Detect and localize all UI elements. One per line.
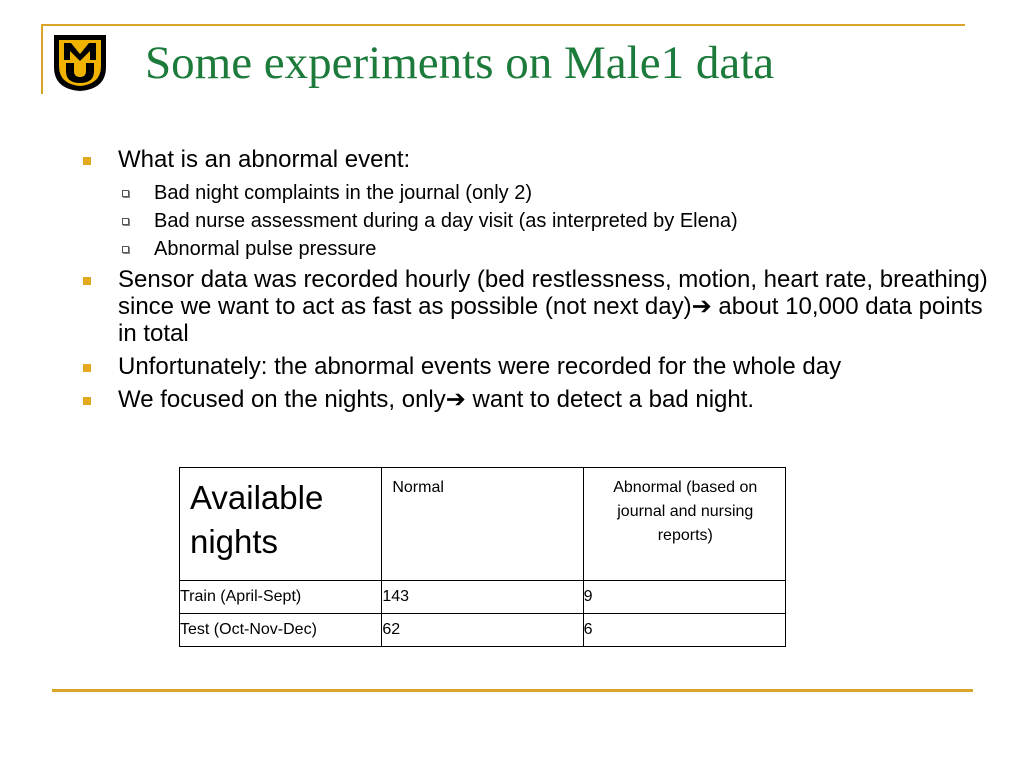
sub-bullet-list bbox=[80, 179, 990, 263]
top-rule bbox=[41, 24, 965, 26]
table-header-row bbox=[180, 468, 786, 581]
bottom-rule bbox=[52, 689, 973, 692]
table-header-cell: Available nights bbox=[180, 468, 382, 581]
bullet-text-cont: want to detect a bad night. bbox=[465, 386, 755, 413]
table-cell: 9 bbox=[583, 581, 785, 614]
university-logo bbox=[52, 33, 108, 93]
table-cell: Train (April-Sept) bbox=[180, 581, 382, 614]
table-row bbox=[180, 581, 786, 614]
bullet-item bbox=[80, 386, 990, 413]
nights-table bbox=[179, 467, 786, 647]
bullet-text: What is an abnormal event: bbox=[118, 146, 411, 173]
bullet-item bbox=[80, 146, 990, 173]
bullet-text-cont: about 10,000 data points in total bbox=[118, 293, 983, 347]
slide-title: Some experiments on Male1 data bbox=[145, 37, 775, 89]
bullet-item bbox=[80, 266, 990, 347]
table-cell: 62 bbox=[382, 614, 583, 647]
sub-bullet-item: Abnormal pulse pressure bbox=[80, 235, 990, 263]
table-row bbox=[180, 614, 786, 647]
table-header-cell: Normal bbox=[382, 468, 583, 581]
sub-bullet-item: Bad night complaints in the journal (only 2) bbox=[80, 179, 990, 207]
arrow-icon: ➔ bbox=[445, 386, 466, 413]
bullet-text: We focused on the nights, only bbox=[118, 386, 446, 413]
bullet-text: Sensor data was recorded hourly (bed restlessness, motion, heart rate, breathing) since we want to act as fast as possible (not next day) bbox=[118, 266, 988, 320]
table-cell: 6 bbox=[583, 614, 785, 647]
bullet-item bbox=[80, 353, 990, 380]
table-cell: 143 bbox=[382, 581, 583, 614]
sub-bullet-item: Bad nurse assessment during a day visit (as interpreted by Elena) bbox=[80, 207, 990, 235]
bullet-text: Unfortunately: the abnormal events were recorded for the whole day bbox=[118, 353, 842, 380]
bullet-list bbox=[80, 146, 990, 419]
table-header-cell: Abnormal (based on journal and nursing reports) bbox=[583, 468, 785, 581]
arrow-icon: ➔ bbox=[691, 293, 712, 320]
table-cell: Test (Oct-Nov-Dec) bbox=[180, 614, 382, 647]
left-rule bbox=[41, 24, 43, 94]
